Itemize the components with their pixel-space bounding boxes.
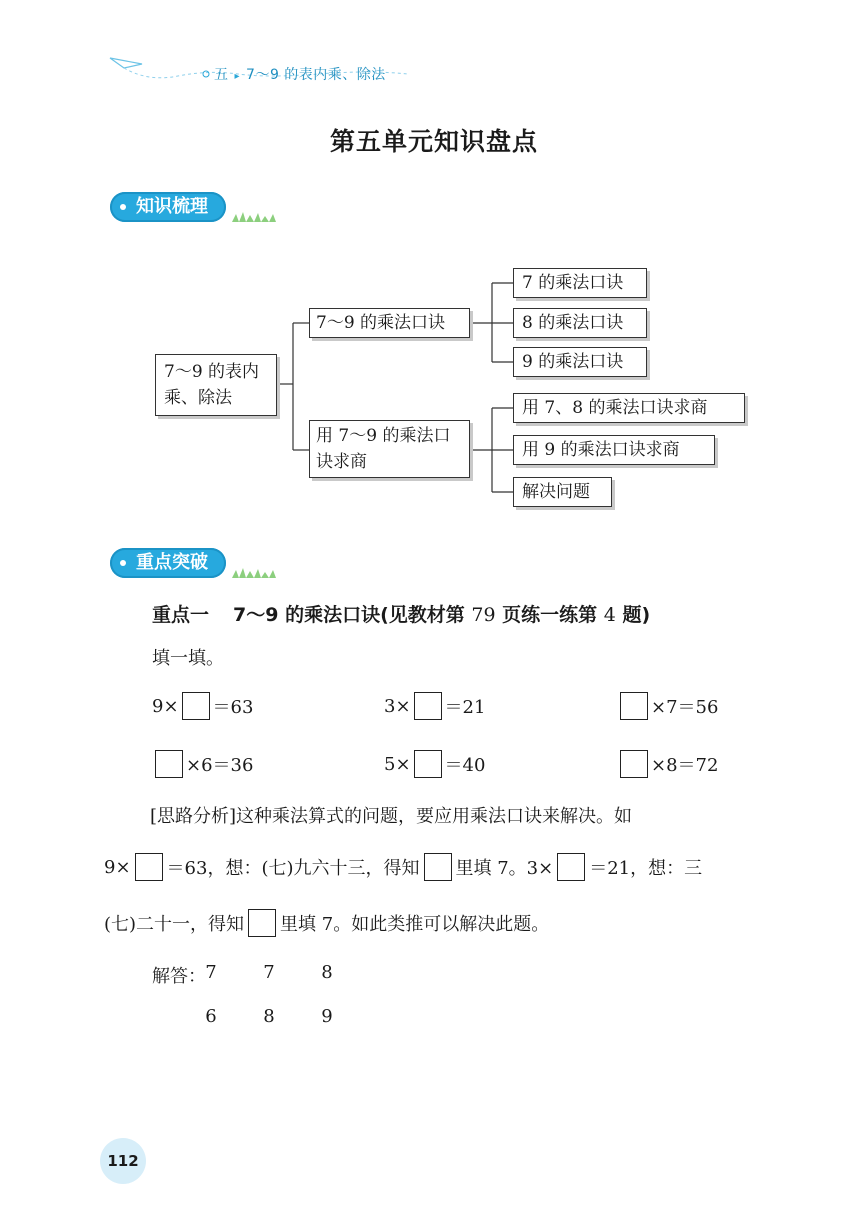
focus-heading-item: 4	[603, 604, 616, 626]
equation-1	[152, 690, 253, 722]
answer-box[interactable]	[182, 692, 210, 720]
tree-leaf-78-quotient: 用 7、8 的乘法口诀求商	[513, 393, 745, 423]
answer-value: 7	[205, 962, 217, 983]
tree-branch-division-line1: 用 7～9 的乘法口	[316, 426, 451, 446]
analysis-line-2d: ＝21，想：三	[589, 858, 703, 879]
equation-4	[152, 748, 253, 780]
focus-heading-page: 79	[471, 604, 496, 626]
tree-branch-multiplication-rhymes: 7～9 的乘法口诀	[309, 308, 470, 338]
tree-root-node	[155, 354, 277, 416]
answer-value: 8	[263, 1006, 275, 1027]
focus-heading-mid: 页练一练第	[495, 604, 604, 626]
analysis-line-3	[104, 906, 794, 940]
equation-6-after: ×8＝72	[651, 755, 719, 776]
page-title: 第五单元知识盘点	[329, 127, 538, 156]
equation-6	[617, 748, 718, 780]
analysis-line-3a: (七)二十一，得知	[104, 914, 245, 935]
section-badge-knowledge: 知识梳理	[110, 192, 226, 222]
tree-leaf-7-rhyme: 7 的乘法口诀	[513, 268, 647, 298]
grass-decoration-icon	[232, 212, 276, 222]
analysis-line-1: [思路分析]这种乘法算式的问题，要应用乘法口诀来解决。如	[150, 806, 633, 827]
tree-branch-division-line2: 诀求商	[316, 452, 367, 472]
answer-box[interactable]	[414, 692, 442, 720]
answer-box[interactable]	[414, 750, 442, 778]
tree-leaf-9-rhyme: 9 的乘法口诀	[513, 347, 647, 377]
equation-1-before: 9×	[152, 695, 179, 717]
answer-box[interactable]	[620, 692, 648, 720]
answer-box[interactable]	[620, 750, 648, 778]
analysis-line-2c: 里填 7。3×	[455, 858, 554, 879]
tree-leaf-8-rhyme: 8 的乘法口诀	[513, 308, 647, 338]
answer-value: 6	[205, 1006, 217, 1027]
equation-3-after: ×7＝56	[651, 697, 719, 718]
answer-box	[135, 853, 163, 881]
answer-label: 解答：	[152, 966, 206, 987]
equation-2-after: ＝21	[444, 697, 486, 718]
header-chapter: 7～9 的表内乘、除法	[246, 67, 386, 83]
focus-heading-suffix: 题)	[615, 604, 651, 626]
equation-2-before: 3×	[384, 695, 411, 717]
answer-box	[248, 909, 276, 937]
answer-value: 7	[263, 962, 275, 983]
equation-5-after: ＝40	[444, 755, 486, 776]
tree-branch-division	[309, 420, 470, 478]
grass-decoration-icon	[232, 568, 276, 578]
paper-plane-icon	[110, 58, 142, 68]
tree-root-line2: 乘、除法	[164, 388, 232, 408]
answer-box	[424, 853, 452, 881]
equation-5	[384, 748, 485, 780]
equation-5-before: 5×	[384, 753, 411, 775]
analysis-line-3b: 里填 7。如此类推可以解决此题。	[280, 914, 550, 935]
answer-box	[557, 853, 585, 881]
focus-heading	[152, 600, 650, 627]
focus-heading-prefix: 重点一	[152, 604, 210, 626]
equation-4-after: ×6＝36	[186, 755, 254, 776]
running-header	[214, 64, 386, 84]
page-number: 112	[100, 1138, 146, 1184]
tree-leaf-problem-solving: 解决问题	[513, 477, 612, 507]
focus-heading-topic: 7～9 的乘法口诀(见教材第	[233, 604, 472, 626]
answer-box[interactable]	[155, 750, 183, 778]
header-unit: 五	[214, 67, 229, 83]
answer-value: 8	[321, 962, 333, 983]
analysis-line-2b: ＝63，想：(七)九六十三，得知	[166, 858, 420, 879]
equation-3	[617, 690, 718, 722]
instruction-text: 填一填。	[152, 648, 224, 669]
analysis-line-2	[104, 850, 794, 884]
answer-value: 9	[321, 1006, 333, 1027]
equation-2	[384, 690, 485, 722]
tree-root-line1: 7～9 的表内	[164, 362, 260, 382]
analysis-line-2a: 9×	[104, 856, 131, 878]
section-badge-focus: 重点突破	[110, 548, 226, 578]
tree-leaf-9-quotient: 用 9 的乘法口诀求商	[513, 435, 715, 465]
header-separator-icon: ▸	[234, 71, 241, 82]
equation-1-after: ＝63	[212, 697, 254, 718]
